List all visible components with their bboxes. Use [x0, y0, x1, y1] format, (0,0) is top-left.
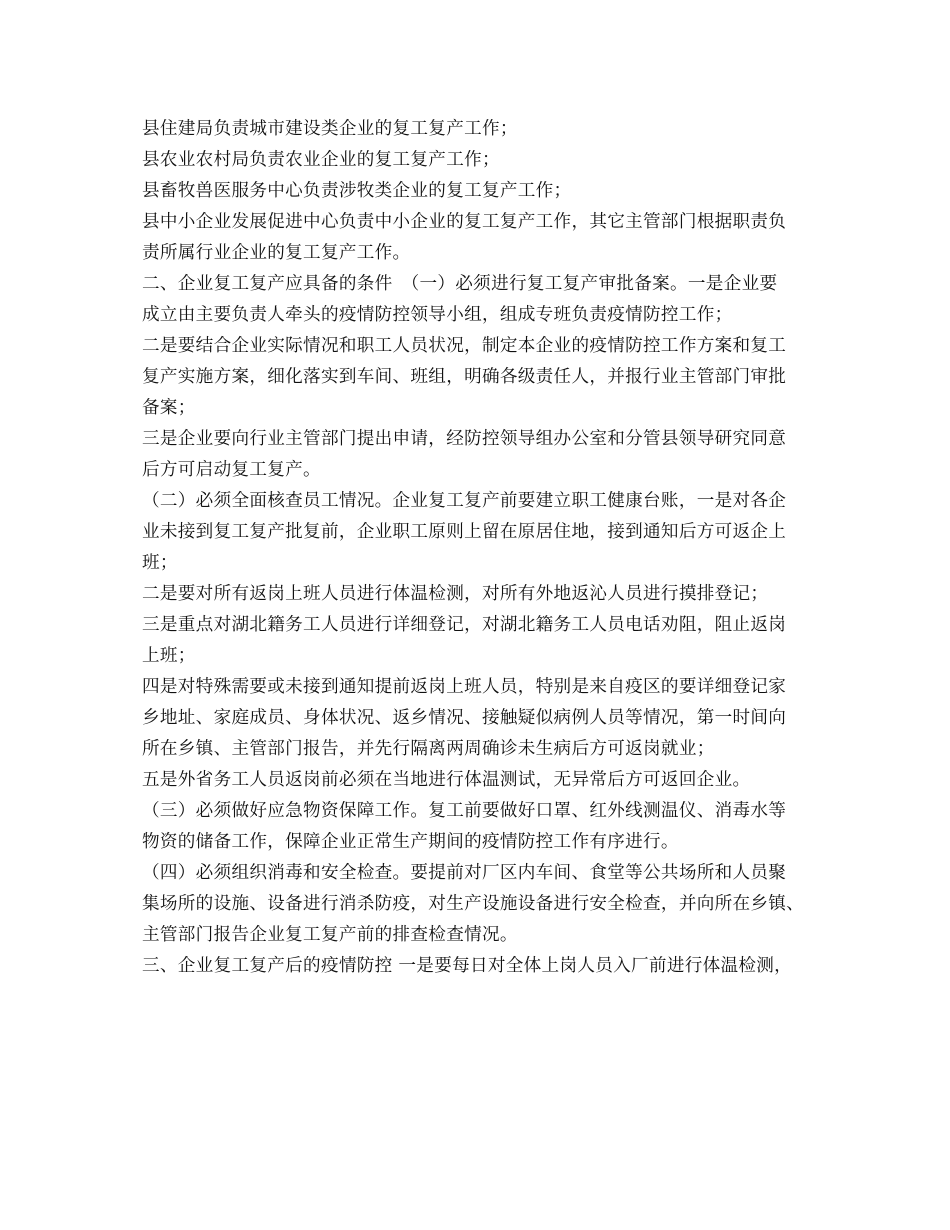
- text-line: 责所属行业企业的复工复产工作。: [142, 243, 411, 263]
- text-line: 主管部门报告企业复工复产前的排查检查情况。: [142, 925, 518, 945]
- text-line: 三是重点对湖北籍务工人员进行详细登记，对湖北籍务工人员电话劝阻，阻止返岗: [142, 615, 787, 635]
- text-line: 物资的储备工作，保障企业正常生产期间的疫情防控工作有序进行。: [142, 832, 679, 852]
- section-heading-line: 三、企业复工复产后的疫情防控 一是要每日对全体上岗人员入厂前进行体温检测，: [142, 956, 793, 976]
- text-line: 复产实施方案，细化落实到车间、班组，明确各级责任人，并报行业主管部门审批: [142, 367, 787, 387]
- text-line: 县中小企业发展促进中心负责中小企业的复工复产工作，其它主管部门根据职责负: [142, 212, 787, 232]
- text-line: 业未接到复工复产批复前，企业职工原则上留在原居住地，接到通知后方可返企上: [142, 522, 787, 542]
- text-line: 上班；: [142, 646, 196, 666]
- section-heading-line: 二、企业复工复产应具备的条件 （一）必须进行复工复产审批备案。一是企业要: [142, 274, 778, 294]
- text-line: 集场所的设施、设备进行消杀防疫，对生产设施设备进行安全检查，并向所在乡镇、: [142, 894, 805, 914]
- text-line: 所在乡镇、主管部门报告，并先行隔离两周确诊未生病后方可返岗就业；: [142, 739, 715, 759]
- text-line: 五是外省务工人员返岗前必须在当地进行体温测试，无异常后方可返回企业。: [142, 770, 751, 790]
- text-line: 县农业农村局负责农业企业的复工复产工作；: [142, 150, 500, 170]
- text-line: 三是企业要向行业主管部门提出申请，经防控领导组办公室和分管县领导研究同意: [142, 429, 787, 449]
- text-line: 县住建局负责城市建设类企业的复工复产工作；: [142, 119, 518, 139]
- document-body: [142, 114, 822, 982]
- text-line: 二是要对所有返岗上班人员进行体温检测，对所有外地返沁人员进行摸排登记；: [142, 584, 769, 604]
- text-line: 备案；: [142, 398, 196, 418]
- subsection-line: （四）必须组织消毒和安全检查。要提前对厂区内车间、食堂等公共场所和人员聚: [142, 863, 787, 883]
- subsection-line: （二）必须全面核查员工情况。企业复工复产前要建立职工健康台账，一是对各企: [142, 491, 787, 511]
- text-line: 班；: [142, 553, 178, 573]
- text-line: 县畜牧兽医服务中心负责涉牧类企业的复工复产工作；: [142, 181, 572, 201]
- text-line: 乡地址、家庭成员、身体状况、返乡情况、接触疑似病例人员等情况，第一时间向: [142, 708, 787, 728]
- text-line: 后方可启动复工复产。: [142, 460, 321, 480]
- subsection-line: （三）必须做好应急物资保障工作。复工前要做好口罩、红外线测温仪、消毒水等: [142, 801, 787, 821]
- text-line: 成立由主要负责人牵头的疫情防控领导小组，组成专班负责疫情防控工作；: [142, 305, 733, 325]
- text-line: 四是对特殊需要或未接到通知提前返岗上班人员，特别是来自疫区的要详细登记家: [142, 677, 787, 697]
- text-line: 二是要结合企业实际情况和职工人员状况，制定本企业的疫情防控工作方案和复工: [142, 336, 787, 356]
